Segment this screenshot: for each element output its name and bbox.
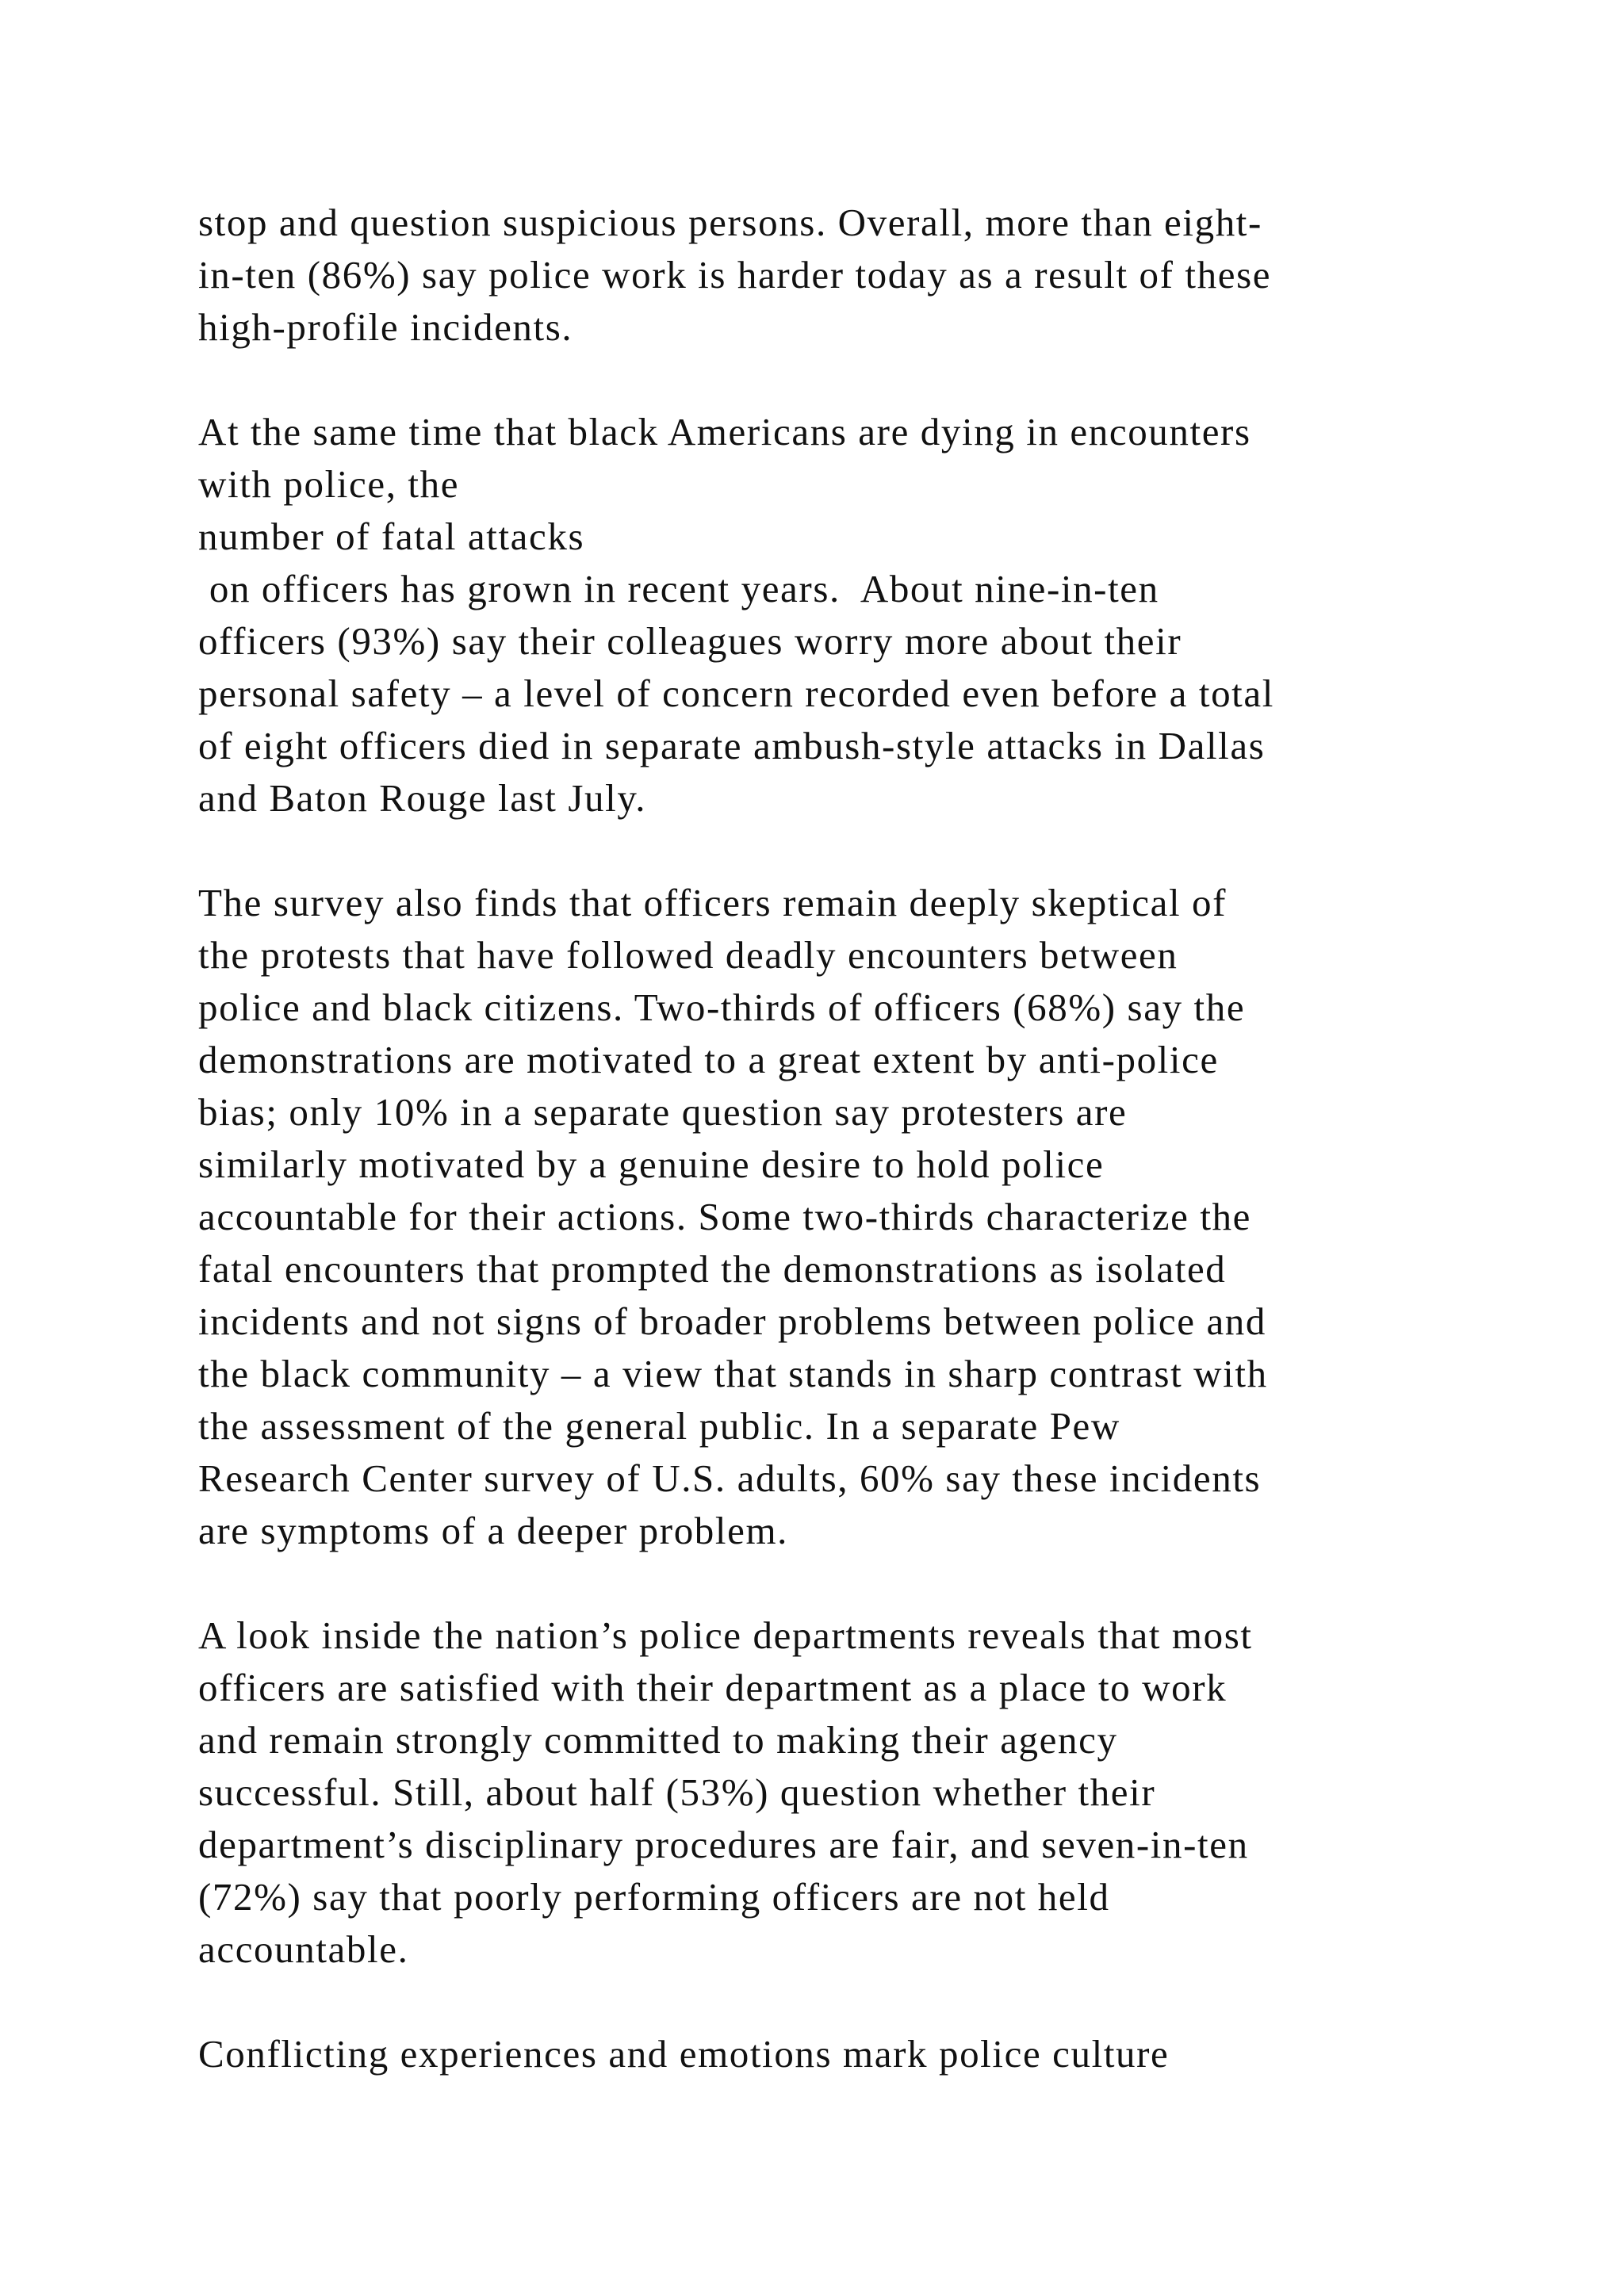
paragraph-gap	[198, 354, 1515, 406]
text-line: accountable.	[198, 1927, 409, 1971]
text-line: bias; only 10% in a separate question say protesters are	[198, 1090, 1128, 1134]
text-line: successful. Still, about half (53%) question whether their	[198, 1770, 1156, 1814]
paragraph	[198, 197, 1515, 354]
text-line: on officers has grown in recent years. About nine-in-ten	[198, 567, 1159, 610]
text-line: incidents and not signs of broader problems between police and	[198, 1299, 1267, 1343]
text-line: police and black citizens. Two-thirds of officers (68%) say the	[198, 985, 1246, 1029]
paragraph	[198, 877, 1515, 1557]
text-line: accountable for their actions. Some two-thirds characterize the	[198, 1195, 1252, 1238]
text-line: officers (93%) say their colleagues worry more about their	[198, 619, 1182, 663]
text-line: Research Center survey of U.S. adults, 60% say these incidents	[198, 1456, 1262, 1500]
text-line: The survey also finds that officers remain deeply skeptical of	[198, 881, 1228, 924]
text-line: A look inside the nation’s police departments reveals that most	[198, 1613, 1253, 1657]
text-line: and Baton Rouge last July.	[198, 776, 647, 820]
text-line: number of fatal attacks	[198, 515, 585, 558]
text-line: similarly motivated by a genuine desire to hold police	[198, 1142, 1105, 1186]
paragraph	[198, 1609, 1515, 1976]
paragraph-gap	[198, 1976, 1515, 2028]
paragraph	[198, 406, 1515, 825]
text-line: stop and question suspicious persons. Overall, more than eight-	[198, 201, 1262, 244]
paragraph-gap	[198, 825, 1515, 877]
text-line: Conflicting experiences and emotions mark police culture	[198, 2032, 1170, 2076]
paragraph	[198, 2028, 1515, 2080]
text-line: officers are satisfied with their department as a place to work	[198, 1666, 1228, 1709]
text-line: department’s disciplinary procedures are fair, and seven-in-ten	[198, 1823, 1249, 1866]
text-line: the assessment of the general public. In a separate Pew	[198, 1404, 1120, 1448]
text-line: high-profile incidents.	[198, 305, 573, 349]
text-line: the black community – a view that stands in sharp contrast with	[198, 1352, 1268, 1395]
text-line: personal safety – a level of concern recorded even before a total	[198, 672, 1274, 715]
text-line: are symptoms of a deeper problem.	[198, 1509, 789, 1552]
text-line: (72%) say that poorly performing officers are not held	[198, 1875, 1110, 1919]
text-line: in-ten (86%) say police work is harder today as a result of these	[198, 253, 1272, 297]
text-line: demonstrations are motivated to a great extent by anti-police	[198, 1038, 1219, 1081]
text-line: fatal encounters that prompted the demonstrations as isolated	[198, 1247, 1227, 1291]
text-line: the protests that have followed deadly encounters between	[198, 933, 1178, 977]
body-text	[198, 197, 1515, 2080]
text-line: and remain strongly committed to making their agency	[198, 1718, 1118, 1762]
text-line: of eight officers died in separate ambush-style attacks in Dallas	[198, 724, 1266, 767]
text-line: At the same time that black Americans are dying in encounters	[198, 410, 1251, 453]
text-line: with police, the	[198, 462, 460, 506]
paragraph-gap	[198, 1557, 1515, 1609]
